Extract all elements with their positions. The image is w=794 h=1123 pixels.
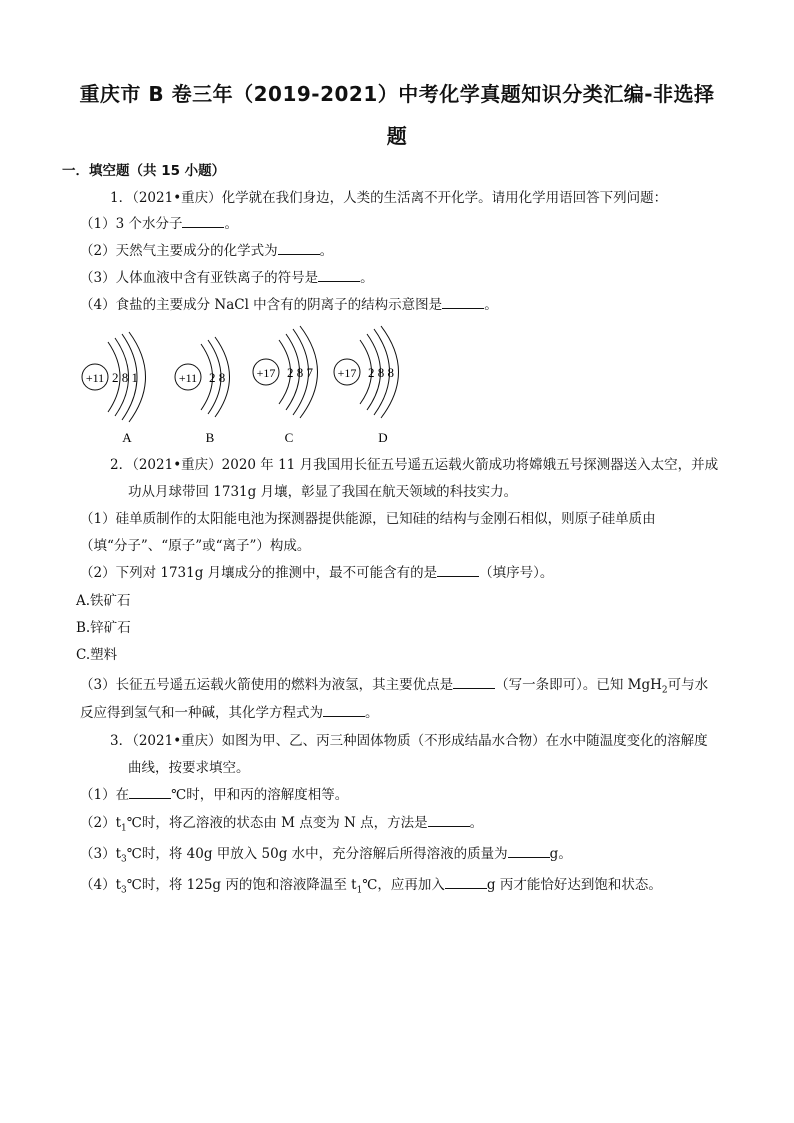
- option-label: D: [378, 430, 388, 445]
- q1-part1: [80, 215, 238, 233]
- q3-stem-line1: 3．（2021•重庆）如图为甲、乙、丙三种固体物质（不形成结晶水合物）在水中随温度变化的溶解度: [110, 733, 708, 749]
- q2-part2-end: （填序号）。: [479, 565, 554, 581]
- electron-config: 2 8 1: [112, 370, 138, 385]
- q3-stem-line2: 曲线，按要求填空。: [128, 760, 250, 776]
- atom-diagram-d: [334, 326, 399, 445]
- page-title-line1: 重庆市 B 卷三年（2019-2021）中考化学真题知识分类汇编-非选择: [79, 82, 715, 106]
- q2-part1-line2: （填“分子”、“原子”或“离子”）构成。: [80, 538, 311, 554]
- electron-config: 2 8 8: [368, 365, 394, 380]
- option-label: A: [122, 430, 132, 445]
- atom-diagram-b: [175, 337, 230, 445]
- q1-part3-text: （3）人体血液中含有亚铁离子的符号是: [80, 270, 319, 286]
- q2-part3-mid: （写一条即可）。已知 MgH: [495, 677, 662, 693]
- answer-blank[interactable]: [318, 269, 360, 282]
- q3-part1: [80, 786, 348, 804]
- q2-stem-line1: 2．（2021•重庆）2020 年 11 月我国用长征五号遥五运载火箭成功将嫦娥五号探测器送入太空，并成: [110, 457, 719, 473]
- q1-part3: [80, 269, 374, 287]
- q1-part4-end: 。: [484, 297, 498, 313]
- q2-part3-line2-end: 。: [365, 705, 379, 721]
- q3-part2-text: （2）t: [80, 815, 122, 831]
- q3-part4-mid1: ℃时，将 125g 丙的饱和溶液降温至 t: [126, 877, 357, 893]
- q1-part1-end: 。: [224, 216, 238, 232]
- q2-stem-line2: 功从月球带回 1731g 月壤，彰显了我国在航天领域的科技实力。: [128, 484, 518, 500]
- subscript: 2: [661, 685, 668, 696]
- nucleus-charge: +11: [178, 371, 198, 385]
- q2-option-a: A.铁矿石: [76, 593, 131, 609]
- page-title-line2: 题: [386, 124, 408, 148]
- q1-part2: [80, 242, 333, 260]
- q2-part3-text: （3）长征五号遥五运载火箭使用的燃料为液氢，其主要优点是: [80, 677, 454, 693]
- q1-part3-end: 。: [360, 270, 374, 286]
- answer-blank[interactable]: [182, 215, 224, 228]
- q3-part4: [80, 876, 662, 900]
- q3-part3-end: g。: [549, 846, 572, 862]
- q3-part4-text: （4）t: [80, 877, 122, 893]
- nucleus-charge: +17: [256, 366, 276, 380]
- q3-part3-mid: ℃时，将 40g 甲放入 50g 水中，充分溶解后所得溶液的质量为: [126, 846, 508, 862]
- atom-diagram-c: [253, 326, 318, 445]
- subscript: 3: [121, 885, 127, 896]
- electron-config: 2 8 7: [287, 365, 313, 380]
- subscript: 1: [356, 885, 363, 896]
- option-label: C: [284, 430, 294, 445]
- option-label: B: [205, 430, 215, 445]
- q2-option-b: B.锌矿石: [76, 620, 131, 636]
- q2-option-c: C.塑料: [76, 647, 118, 663]
- nucleus-charge: +17: [337, 366, 357, 380]
- q1-stem: 1．（2021•重庆）化学就在我们身边，人类的生活离不开化学。请用化学用语回答下列问题：: [110, 190, 668, 206]
- subscript: 1: [121, 823, 127, 834]
- nucleus-charge: +11: [85, 371, 105, 385]
- q2-part3-after: 可与水: [667, 677, 709, 693]
- atom-diagram-a: [82, 332, 146, 445]
- q2-part3-line1: [80, 676, 708, 700]
- q2-part3-line2-text: 反应得到氢气和一种碱，其化学方程式为: [80, 705, 323, 721]
- q3-part3: [80, 845, 572, 869]
- answer-blank[interactable]: [442, 296, 484, 309]
- answer-blank[interactable]: [508, 845, 550, 858]
- q3-part3-text: （3）t: [80, 846, 122, 862]
- q3-part2: [80, 814, 483, 838]
- answer-blank[interactable]: [323, 704, 365, 717]
- q1-part4-text: （4）食盐的主要成分 NaCl 中含有的阴离子的结构示意图是: [80, 297, 443, 313]
- q2-part1-line1: （1）硅单质制作的太阳能电池为探测器提供能源，已知硅的结构与金刚石相似，则原子硅单质由: [80, 511, 656, 527]
- answer-blank[interactable]: [278, 242, 320, 255]
- electron-config: 2 8: [209, 370, 226, 385]
- q1-part2-text: （2）天然气主要成分的化学式为: [80, 243, 278, 259]
- q1-part1-text: （1）3 个水分子: [80, 216, 183, 232]
- section-heading: 一．填空题（共 15 小题）: [62, 163, 226, 179]
- answer-blank[interactable]: [445, 876, 487, 889]
- q2-part2: [80, 564, 553, 582]
- q3-part2-end: 。: [469, 815, 484, 831]
- q3-part2-mid: ℃时，将乙溶液的状态由 M 点变为 N 点，方法是: [126, 815, 428, 831]
- answer-blank[interactable]: [453, 676, 495, 689]
- q2-part3-line2: [80, 704, 379, 722]
- q2-part2-text: （2）下列对 1731g 月壤成分的推测中，最不可能含有的是: [80, 565, 438, 581]
- subscript: 3: [121, 854, 127, 865]
- q3-part4-end: g 丙才能恰好达到饱和状态。: [486, 877, 662, 893]
- q3-part4-mid2: ℃，应再加入: [362, 877, 445, 893]
- answer-blank[interactable]: [129, 786, 171, 799]
- atom-structure-diagrams: [0, 320, 794, 450]
- q1-part4: [80, 296, 498, 314]
- q3-part1-text: （1）在: [80, 787, 130, 803]
- answer-blank[interactable]: [437, 564, 479, 577]
- q1-part2-end: 。: [319, 243, 334, 259]
- answer-blank[interactable]: [428, 814, 470, 827]
- q3-part1-end: ℃时，甲和丙的溶解度相等。: [171, 787, 349, 803]
